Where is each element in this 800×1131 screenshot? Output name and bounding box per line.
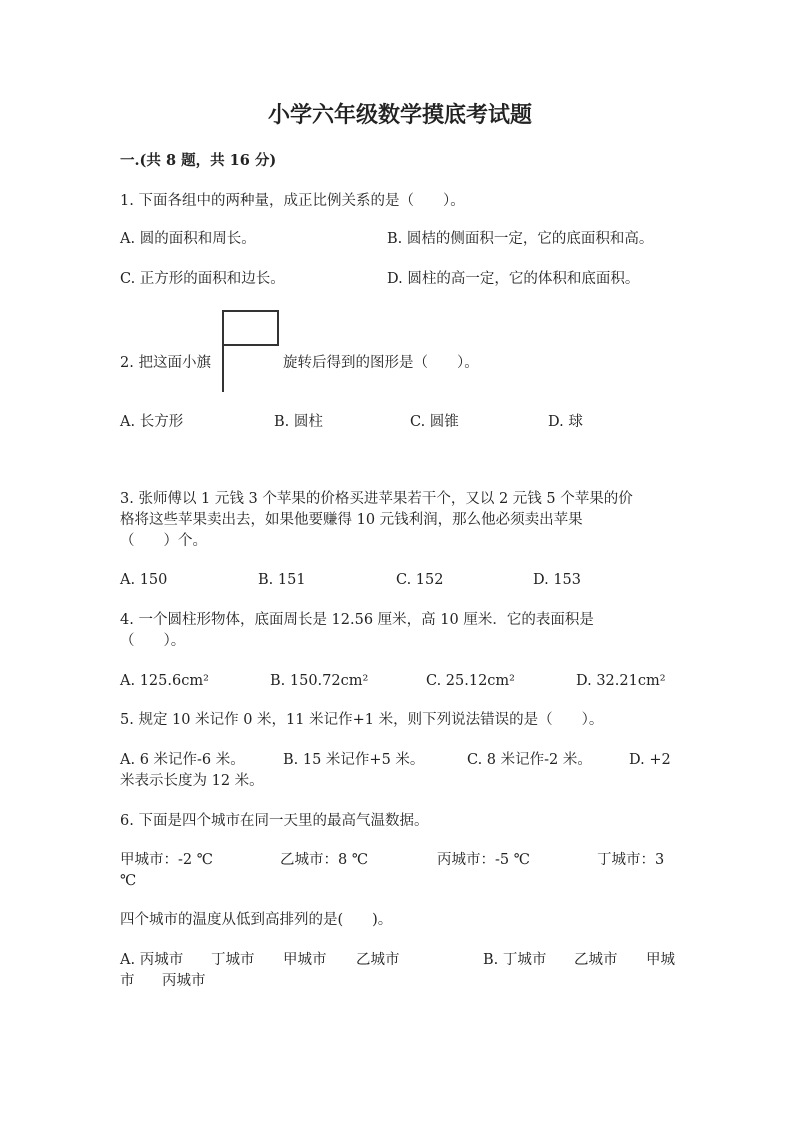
question-6-option-a-1: A. 丙城市 (120, 952, 184, 968)
question-3-line-2: 格将这些苹果卖出去，如果他要赚得 10 元钱利润，那么他必须卖出苹果 (120, 512, 583, 528)
question-2-stem-after: 旋转后得到的图形是（ ）。 (283, 355, 479, 371)
question-1-option-d: D. 圆柱的高一定，它的体积和底面积。 (387, 271, 640, 287)
question-1-stem: 1. 下面各组中的两种量，成正比例关系的是（ ）。 (120, 193, 465, 209)
question-3-line-3: （ ）个。 (120, 533, 207, 549)
question-4-line-1: 4. 一个圆柱形物体，底面周长是 12.56 厘米，高 10 厘米．它的表面积是 (120, 612, 594, 628)
question-4-option-b: B. 150.72cm² (270, 673, 369, 689)
question-1-option-a: A. 圆的面积和周长。 (120, 231, 256, 247)
question-5-stem: 5. 规定 10 米记作 0 米，11 米记作+1 米，则下列说法错误的是（ ）。 (120, 712, 604, 728)
question-3-option-d: D. 153 (533, 572, 582, 588)
question-1-option-c: C. 正方形的面积和边长。 (120, 271, 285, 287)
question-6-option-a-2: 丁城市 (211, 952, 255, 968)
page-title: 小学六年级数学摸底考试题 (267, 102, 532, 128)
question-5-option-d: D. +2 (629, 752, 671, 768)
question-2-option-c: C. 圆锥 (410, 414, 459, 430)
question-3-option-a: A. 150 (120, 572, 168, 588)
city-ding-temp-cont: ℃ (120, 873, 137, 889)
question-5-option-a: A. 6 米记作-6 米。 (120, 752, 245, 768)
question-5-option-c: C. 8 米记作-2 米。 (467, 752, 592, 768)
city-bing-temp: 丙城市：-5 ℃ (437, 852, 530, 868)
question-3-option-c: C. 152 (396, 572, 444, 588)
city-ding-temp: 丁城市：3 (597, 852, 665, 868)
question-6-option-a-3: 甲城市 (283, 952, 327, 968)
question-6-option-b-3: 甲城 (646, 952, 675, 968)
city-jia-temp: 甲城市：-2 ℃ (120, 852, 213, 868)
question-6-option-b-5: 丙城市 (162, 973, 206, 989)
question-3-option-b: B. 151 (258, 572, 306, 588)
question-6-option-a-4: 乙城市 (356, 952, 400, 968)
question-4-option-a: A. 125.6cm² (120, 673, 209, 689)
question-2-option-b: B. 圆柱 (274, 414, 323, 430)
question-2-stem-before: 2. 把这面小旗 (120, 355, 211, 371)
question-5-option-d-cont: 米表示长度为 12 米。 (120, 773, 264, 789)
question-3-line-1: 3. 张师傅以 1 元钱 3 个苹果的价格买进苹果若干个，又以 2 元钱 5 个苹果的价 (120, 491, 633, 507)
question-6-prompt: 四个城市的温度从低到高排列的是( )。 (120, 912, 393, 928)
question-2-option-a: A. 长方形 (120, 414, 184, 430)
question-4-option-d: D. 32.21cm² (576, 673, 666, 689)
question-5-option-b: B. 15 米记作+5 米。 (283, 752, 425, 768)
question-6-option-b-1: B. 丁城市 (483, 952, 547, 968)
flag-figure (221, 310, 281, 392)
section-heading: 一.(共 8 题，共 16 分) (120, 152, 277, 169)
question-6-stem: 6. 下面是四个城市在同一天里的最高气温数据。 (120, 813, 429, 829)
question-4-line-2: （ ）。 (120, 633, 186, 649)
city-yi-temp: 乙城市：8 ℃ (280, 852, 369, 868)
question-1-option-b: B. 圆桔的侧面积一定，它的底面积和高。 (387, 231, 654, 247)
flag-cloth (223, 311, 278, 345)
question-4-option-c: C. 25.12cm² (426, 673, 515, 689)
question-6-option-b-4-cont: 市 (120, 973, 135, 989)
question-6-option-b-2: 乙城市 (574, 952, 618, 968)
question-2-option-d: D. 球 (548, 414, 583, 430)
